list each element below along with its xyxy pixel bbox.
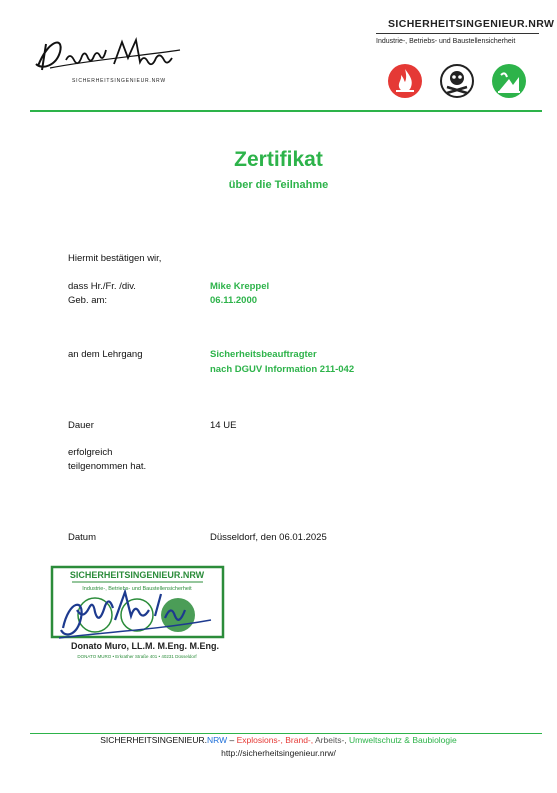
footer-work-safety: Arbeits-, — [313, 735, 350, 745]
footer-brand: SICHERHEITSINGENIEUR. — [100, 735, 207, 745]
result-line-2: teilgenommen hat. — [68, 461, 147, 472]
dob-label: Geb. am: — [68, 295, 108, 306]
header-rule — [30, 110, 542, 112]
course-name: Sicherheitsbeauftragter — [210, 349, 317, 360]
date-label: Datum — [68, 532, 96, 543]
dob-value: 06.11.2000 — [210, 295, 258, 306]
intro-text: Hiermit bestätigen wir, — [68, 253, 162, 264]
footer-dash: – — [227, 735, 237, 745]
stamp-subtitle: Industrie-, Betriebs- und Baustellensicherheit — [82, 586, 192, 592]
logo-subtitle: SICHERHEITSINGENIEUR.NRW — [72, 78, 166, 84]
footer-rule — [30, 733, 542, 734]
footer-tagline — [0, 735, 557, 745]
brand-subtitle: Industrie-, Betriebs- und Baustellensicherheit — [376, 38, 516, 45]
handwritten-signature — [55, 580, 215, 648]
brand-divider — [376, 33, 539, 34]
duration-value: 14 UE — [210, 420, 237, 431]
fire-hazard-icon — [388, 64, 422, 98]
stamp-name: Donato Muro, LL.M. M.Eng. M.Eng. — [71, 641, 219, 651]
stamp-title: SICHERHEITSINGENIEUR.NRW — [69, 570, 205, 580]
footer-fire-protection: Explosions-, Brand-, — [236, 735, 314, 745]
result-line-1: erfolgreich — [68, 447, 113, 458]
certificate-subtitle: über die Teilnahme — [228, 179, 329, 191]
footer-environment: Umweltschutz & Baubiologie — [349, 735, 457, 745]
donato-muro-signature-logo — [30, 30, 190, 80]
toxic-skull-icon — [441, 65, 473, 97]
brand-name: SICHERHEITSINGENIEUR.NRW — [388, 18, 555, 30]
name-value: Mike Kreppel — [210, 281, 270, 292]
course-regulation: nach DGUV Information 211-042 — [210, 364, 355, 375]
hazard-icons — [387, 63, 527, 99]
stamp-address: DONATO MURO • Erkrather Straße 401 • 40231 Düsseldorf — [77, 654, 197, 659]
footer-url-link[interactable]: http://sicherheitsingenieur.nrw/ — [221, 748, 336, 758]
duration-label: Dauer — [68, 420, 94, 431]
date-value: Düsseldorf, den 06.01.2025 — [210, 532, 327, 543]
certificate-title: Zertifikat — [234, 148, 323, 171]
environment-hazard-icon — [492, 64, 526, 98]
name-label: dass Hr./Fr. /div. — [68, 281, 136, 292]
footer-brand-tld: NRW — [206, 735, 228, 745]
course-label: an dem Lehrgang — [68, 349, 143, 360]
